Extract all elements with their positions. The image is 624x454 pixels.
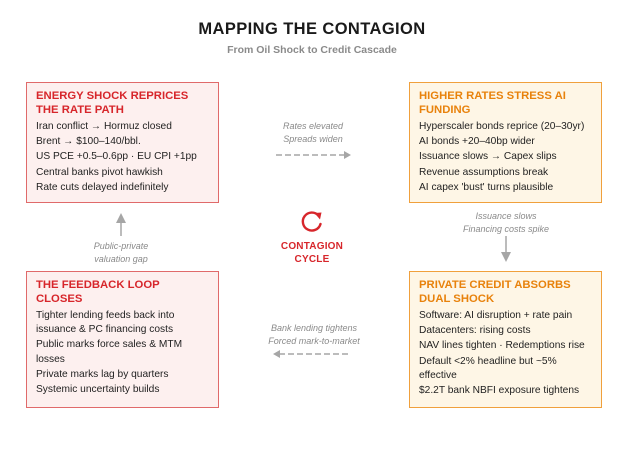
list-item: AI bonds +20–40bp wider: [419, 136, 535, 148]
right-connector-caption: [436, 210, 576, 235]
bottom-caption-line1: Bank lending tightens: [270, 323, 358, 333]
right-caption-line2: Financing costs spike: [462, 223, 550, 234]
left-caption-line2: valuation gap: [94, 253, 148, 264]
contagion-cycle-center: [262, 210, 362, 266]
page-title: MAPPING THE CONTAGION: [198, 20, 426, 38]
list-item: Private marks lag by quarters: [36, 368, 169, 380]
bottom-caption-line2: Forced mark-to-market: [268, 335, 360, 346]
left-connector-caption: [64, 240, 178, 265]
left-arrowhead-icon: [116, 213, 126, 223]
bottom-arrowhead-icon: [273, 350, 280, 358]
energy-shock-title-line1: ENERGY SHOCK REPRICES: [36, 90, 189, 102]
list-item: Hyperscaler bonds reprice (20–30yr): [419, 121, 585, 132]
list-item: Central banks pivot hawkish: [36, 166, 163, 178]
page-subtitle: From Oil Shock to Credit Cascade: [227, 44, 397, 56]
left-caption-line1: Public-private: [93, 241, 149, 251]
right-arrowhead-icon: [501, 252, 511, 262]
private-credit-title-line1: PRIVATE CREDIT ABSORBS: [419, 279, 571, 291]
top-connector-caption: [252, 120, 374, 145]
energy-shock-title-line2: THE RATE PATH: [36, 104, 124, 116]
list-item: US PCE +0.5–0.6pp · EU CPI +1pp: [36, 151, 197, 163]
feedback-loop-title: THE FEEDBACK LOOP CLOSES: [36, 279, 160, 305]
bottom-connector-caption: [248, 322, 380, 347]
list-item: Systemic uncertainty builds: [36, 384, 160, 396]
list-item: Issuance slows → Capex slips: [419, 151, 557, 163]
list-item: Revenue assumptions break: [419, 166, 549, 178]
right-caption-line1: Issuance slows: [475, 211, 537, 221]
list-item: Iran conflict → Hormuz closed: [36, 121, 172, 132]
list-item: AI capex 'bust' turns plausible: [419, 181, 554, 193]
list-item: $2.2T bank NBFI exposure tightens: [419, 385, 580, 397]
private-credit-title-line2: DUAL SHOCK: [419, 293, 495, 305]
cycle-arrow-icon: [299, 210, 325, 236]
list-item: Datacenters: rising costs: [419, 325, 531, 337]
list-item: Software: AI disruption + rate pain: [419, 310, 573, 321]
list-item: NAV lines tighten · Redemptions rise: [419, 340, 585, 352]
contagion-cycle-label-line2: CYCLE: [294, 254, 330, 265]
rates-stress-title-line2: FUNDING: [419, 104, 471, 116]
list-item: Tighter lending feeds back into issuance & PC financing costs: [36, 310, 175, 336]
list-item: Public marks force sales & MTM losses: [36, 339, 183, 365]
rates-stress-title-line1: HIGHER RATES STRESS AI: [419, 90, 566, 102]
list-item: Brent → $100–140/bbl.: [36, 136, 141, 148]
top-caption-line1: Rates elevated: [282, 121, 344, 131]
top-arrowhead-icon: [344, 151, 351, 159]
list-item: Rate cuts delayed indefinitely: [36, 181, 169, 193]
top-caption-line2: Spreads widen: [283, 133, 343, 144]
list-item: Default <2% headline but ~5% effective: [419, 355, 557, 381]
contagion-cycle-label-line1: CONTAGION: [280, 241, 344, 252]
